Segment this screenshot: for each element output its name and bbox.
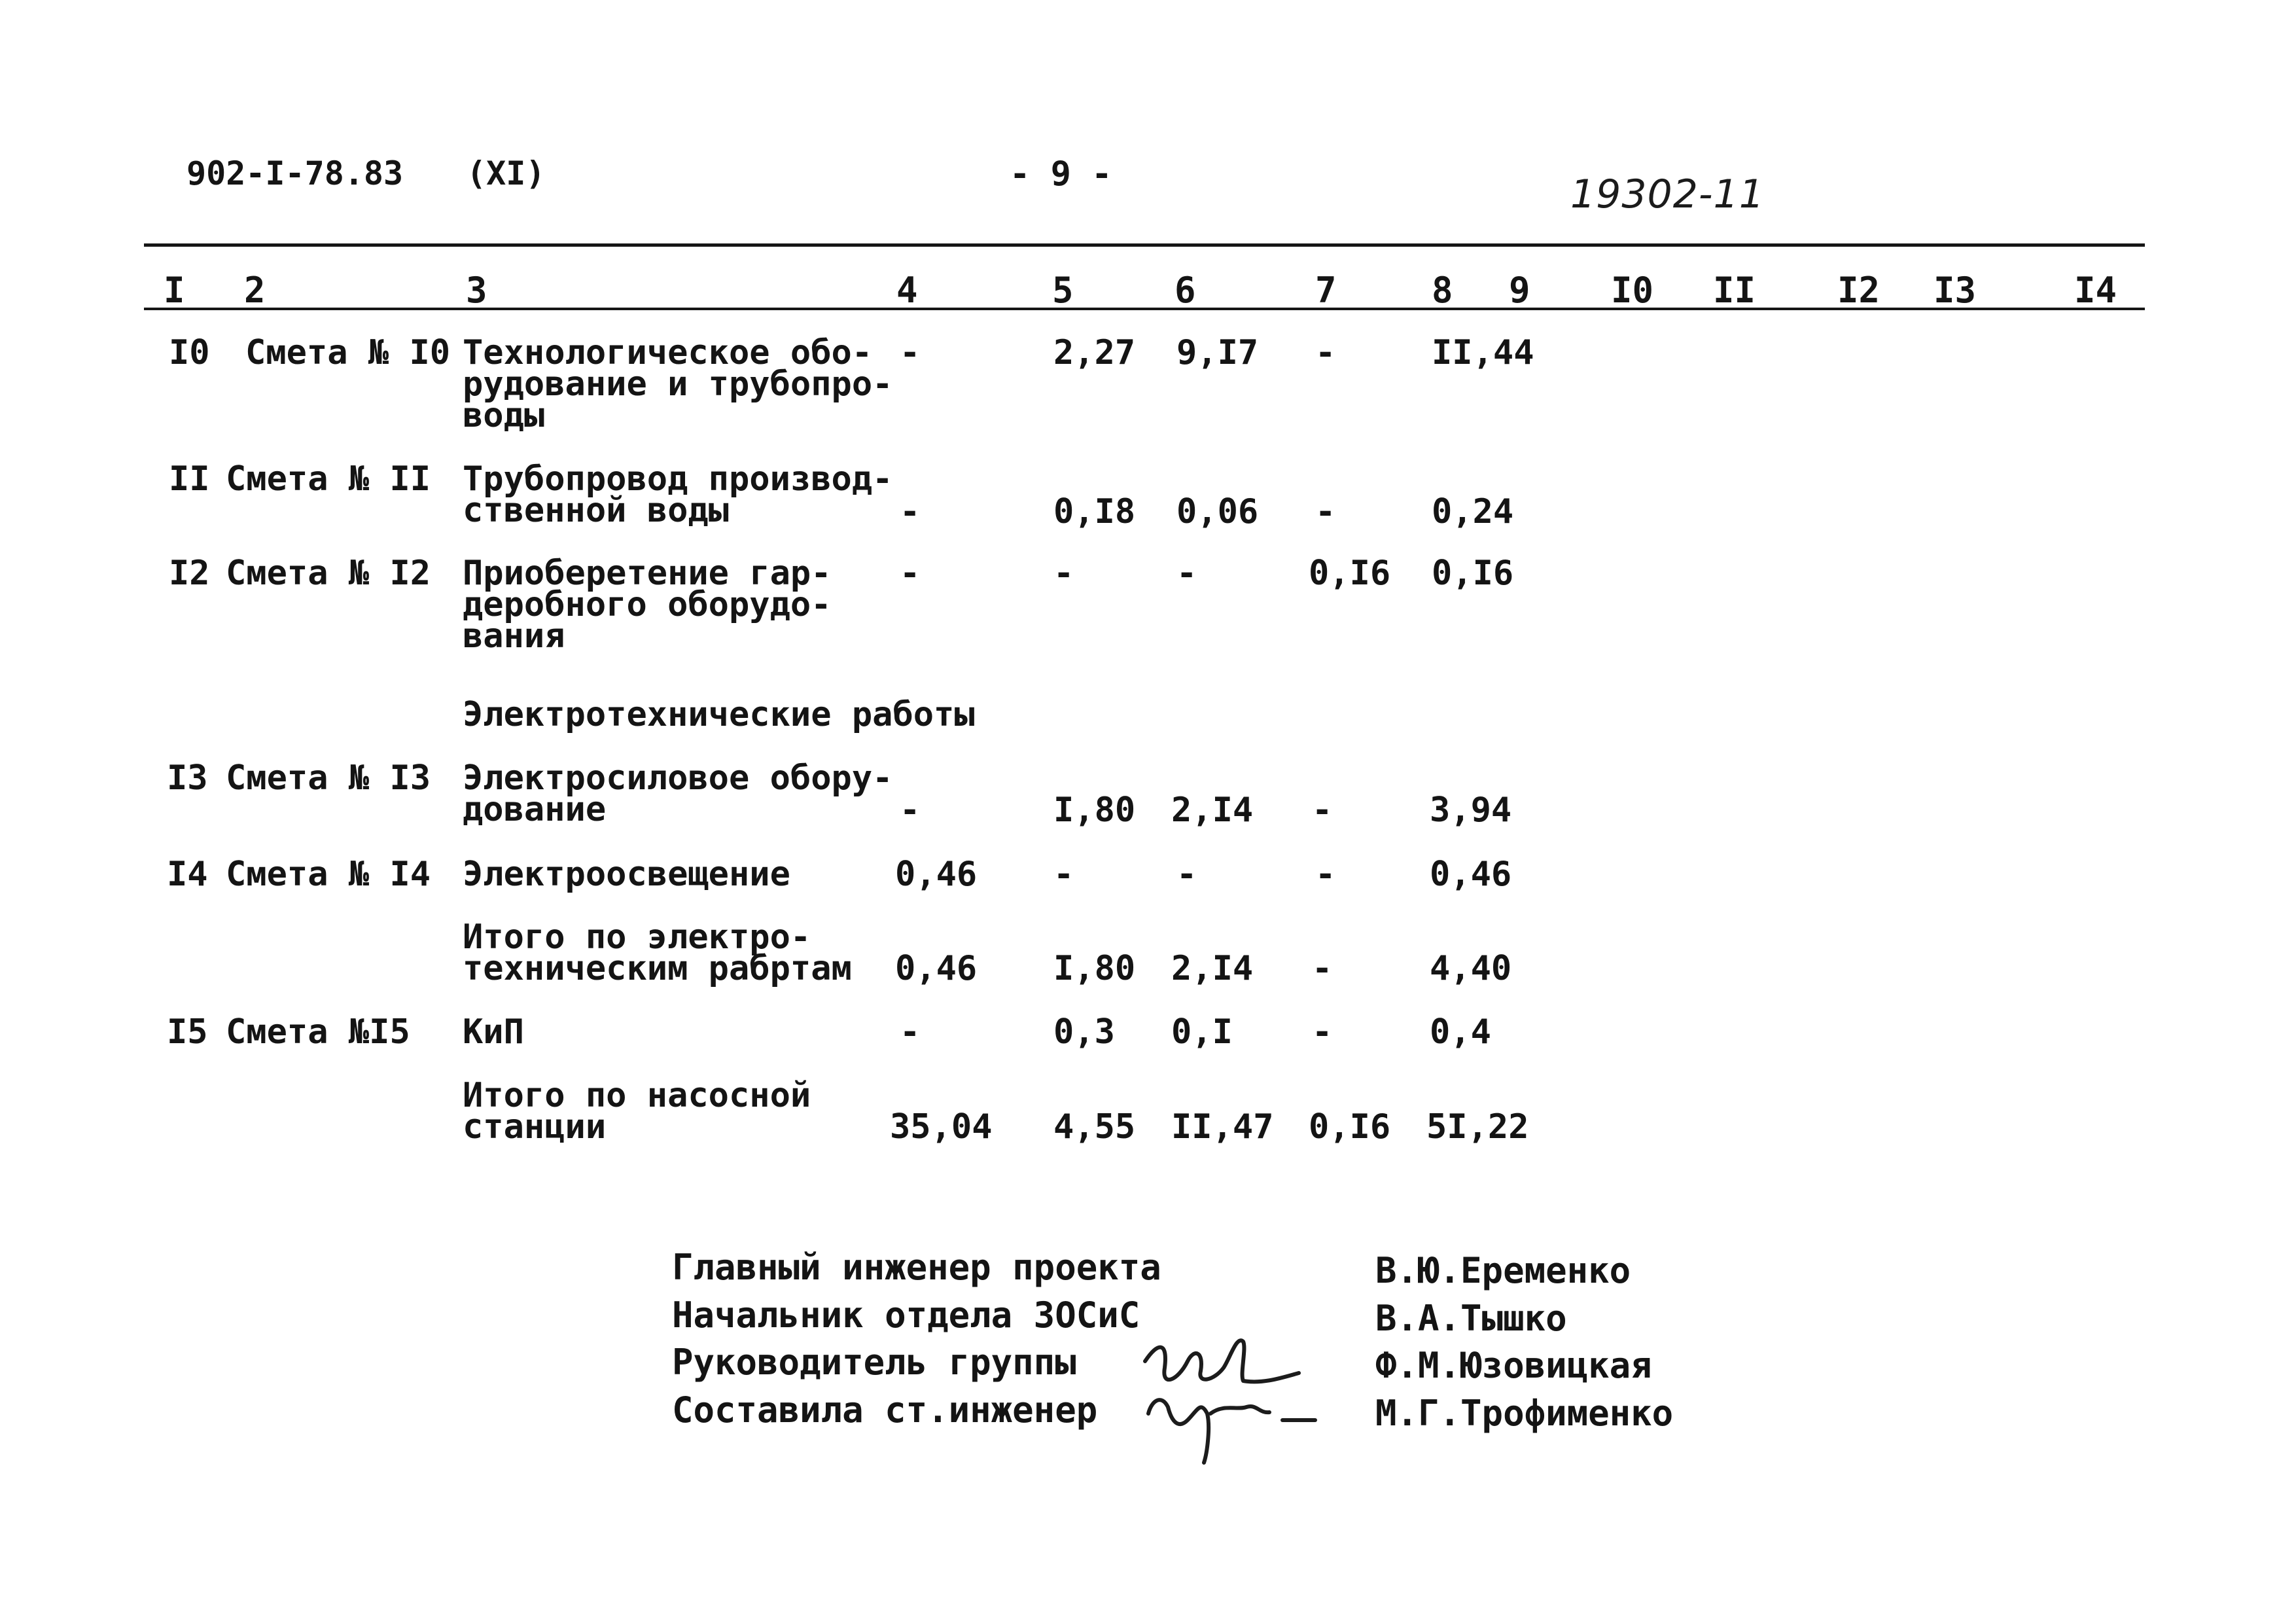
- cell-col7: -: [1312, 1012, 1333, 1052]
- row-number: I2: [169, 554, 210, 593]
- cell-col4: -: [900, 333, 921, 372]
- cell-col8-9: 0,46: [1430, 855, 1512, 894]
- col-header-5: 5: [1052, 270, 1074, 311]
- cell-col5: I,80: [1053, 949, 1136, 988]
- cell-col4: -: [900, 554, 921, 593]
- cell-col6: -: [1176, 855, 1197, 894]
- cell-col6: 9,I7: [1176, 333, 1259, 372]
- estimate-ref: Смета № I0: [245, 333, 451, 372]
- col-header-11: II: [1713, 270, 1756, 311]
- cell-col4: -: [900, 791, 921, 830]
- cell-col7: -: [1315, 333, 1336, 372]
- col-header-9: 9: [1509, 270, 1530, 311]
- signature-title: Начальник отдела ЗОСиС: [672, 1294, 1140, 1336]
- stamp-number: 19302-11: [1570, 171, 1765, 217]
- page-number: - 9 -: [1010, 154, 1112, 194]
- row-number: I5: [167, 1012, 208, 1052]
- col-header-3: 3: [466, 270, 487, 311]
- col-header-1: I: [164, 270, 185, 311]
- row-description: Приоберетение гар- деробного оборудо- вания: [463, 554, 832, 656]
- row-number: I3: [167, 758, 208, 798]
- row-number: I4: [167, 855, 208, 894]
- cell-col6: 0,I: [1171, 1012, 1233, 1052]
- cell-col5: -: [1053, 855, 1074, 894]
- cell-col4: 0,46: [895, 949, 978, 988]
- cell-col6: II,47: [1171, 1107, 1274, 1147]
- table-top-rule: [144, 243, 2145, 247]
- cell-col4: 35,04: [890, 1107, 993, 1147]
- row-number: I0: [169, 333, 210, 372]
- cell-col4: 0,46: [895, 855, 978, 894]
- signature-title: Руководитель группы: [672, 1342, 1076, 1383]
- cell-col7: -: [1315, 492, 1336, 531]
- signature-title: Главный инженер проекта: [672, 1247, 1161, 1288]
- section-label: (XI): [467, 154, 546, 192]
- col-header-4: 4: [896, 270, 918, 311]
- estimate-ref: Смета № I4: [226, 855, 431, 894]
- cell-col8-9: 0,I6: [1432, 554, 1514, 593]
- cell-col8-9: 3,94: [1430, 791, 1512, 830]
- cell-col4: -: [900, 1012, 921, 1052]
- handwritten-signature-icon: [1132, 1322, 1328, 1472]
- cell-col5: 4,55: [1053, 1107, 1136, 1147]
- cell-col5: -: [1053, 554, 1074, 593]
- signature-name: В.Ю.Еременко: [1375, 1250, 1631, 1291]
- cell-col7: -: [1315, 855, 1336, 894]
- estimate-ref: Смета № I3: [226, 758, 431, 798]
- cell-col8-9: 0,24: [1432, 492, 1514, 531]
- cell-col6: 2,I4: [1171, 791, 1254, 830]
- cell-col7: -: [1312, 949, 1333, 988]
- col-header-13: I3: [1934, 270, 1977, 311]
- cell-col5: 0,I8: [1053, 492, 1136, 531]
- col-header-6: 6: [1174, 270, 1196, 311]
- signature-name: Ф.М.Юзовицкая: [1375, 1345, 1652, 1386]
- row-number: II: [169, 459, 210, 499]
- col-header-10: I0: [1611, 270, 1654, 311]
- row-description: Электроосвещение: [463, 855, 790, 894]
- signature-title: Составила ст.инженер: [672, 1389, 1098, 1431]
- cell-col7: -: [1312, 791, 1333, 830]
- cell-col7: 0,I6: [1309, 1107, 1391, 1147]
- cell-col4: -: [900, 492, 921, 531]
- cell-col7: 0,I6: [1309, 554, 1391, 593]
- estimate-ref: Смета № I2: [226, 554, 431, 593]
- cell-col5: 2,27: [1053, 333, 1136, 372]
- estimate-ref: Смета №I5: [226, 1012, 410, 1052]
- cell-col8-9: II,44: [1432, 333, 1534, 372]
- cell-col5: I,80: [1053, 791, 1136, 830]
- section-heading: Электротехнические работы: [463, 695, 975, 734]
- row-description: Технологическое обо- рудование и трубопро- воды: [463, 333, 893, 435]
- cell-col8-9: 4,40: [1430, 949, 1512, 988]
- row-description: Электросиловое обору- дование: [463, 758, 893, 829]
- signature-name: В.А.Тышко: [1375, 1298, 1567, 1339]
- cell-col6: 2,I4: [1171, 949, 1254, 988]
- cell-col8-9: 5I,22: [1426, 1107, 1529, 1147]
- row-description: Трубопровод производ- ственной воды: [463, 459, 893, 530]
- col-header-12: I2: [1837, 270, 1881, 311]
- col-header-14: I4: [2074, 270, 2117, 311]
- col-header-7: 7: [1315, 270, 1337, 311]
- estimate-ref: Смета № II: [226, 459, 431, 499]
- cell-col6: 0,06: [1176, 492, 1259, 531]
- col-header-2: 2: [244, 270, 266, 311]
- row-description: Итого по насосной станции: [463, 1076, 811, 1147]
- signature-name: М.Г.Трофименко: [1375, 1393, 1674, 1434]
- col-header-8: 8: [1432, 270, 1453, 311]
- document-code: 902-I-78.83: [186, 154, 404, 192]
- cell-col8-9: 0,4: [1430, 1012, 1491, 1052]
- row-description: КиП: [463, 1012, 524, 1052]
- cell-col5: 0,3: [1053, 1012, 1115, 1052]
- cell-col6: -: [1176, 554, 1197, 593]
- row-description: Итого по электро- техническим рабртам: [463, 918, 852, 988]
